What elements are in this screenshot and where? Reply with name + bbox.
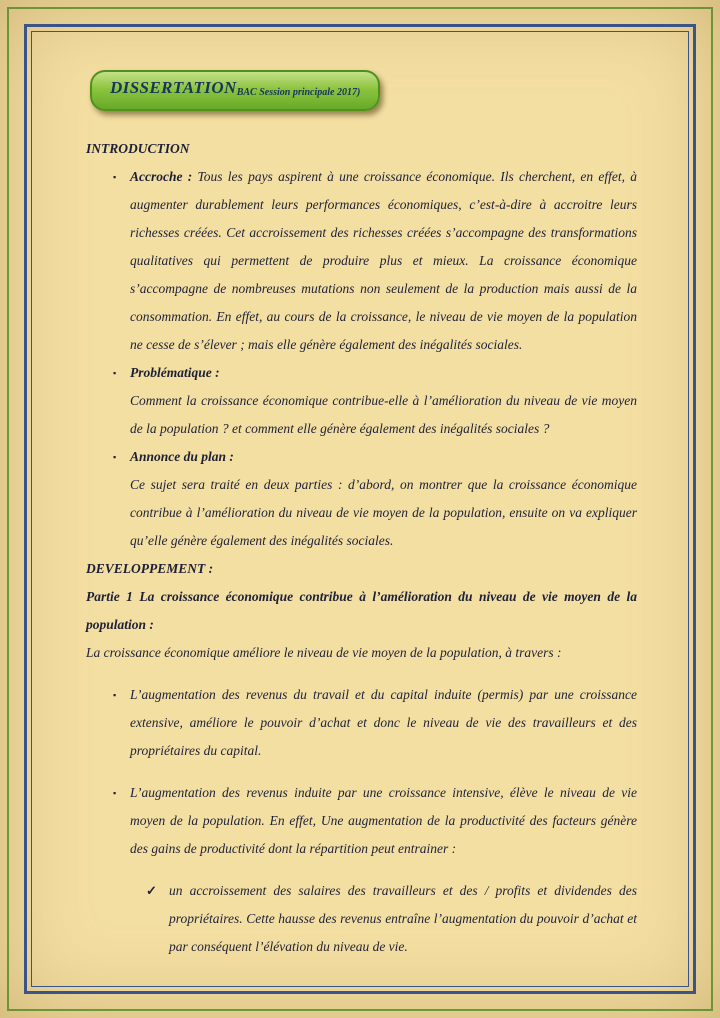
document-title: DISSERTATION — [110, 78, 237, 97]
intro-heading: INTRODUCTION — [86, 141, 190, 156]
intro-item-annonce — [86, 443, 637, 471]
intro-item-accroche — [86, 163, 637, 359]
problematique-label: Problématique : — [130, 365, 220, 380]
part1-title: Partie 1 La croissance économique contribue à l’amélioration du niveau de vie moyen de la population : — [86, 589, 637, 632]
accroche-label: Accroche : — [130, 169, 193, 184]
part1-intro: La croissance économique améliore le niveau de vie moyen de la population, à travers : — [86, 645, 562, 660]
bullet-square-icon: ▪ — [113, 690, 117, 700]
accroche-paragraph — [130, 163, 637, 359]
bullet-square-icon: ▪ — [113, 452, 117, 462]
check-item-1-text: un accroissement des salaires des travailleurs et des / profits et dividendes des propriétaires. Cette hausse des revenus entraîne l’augmentation du pouvoir d’achat et par conséquent l’élévation du niveau de vie. — [169, 883, 637, 954]
dev-bullet-2-text: L’augmentation des revenus induite par une croissance intensive, élève le niveau de vie moyen de la population. En effet, Une augmentation de la productivité des facteurs génère des gains de productivité dont la répartition peut entrainer : — [130, 785, 637, 856]
check-item-1 — [86, 877, 637, 961]
accroche-text: Tous les pays aspirent à une croissance économique. Ils cherchent, en effet, à augmenter durablement leurs performances économiques, c’est-à-dire à accroitre leurs richesses créées. Cet accroissement des richesses créées s’accompagne des transformations qualitatives qui permettent de produire plus et mieux. La croissance économique s’accompagne de nombreuses mutations non seulement de la production mais aussi de la consommation. En effet, au cours de la croissance, le niveau de vie moyen de la population ne cesse de s’élever ; mais elle génère également des inégalités sociales. — [130, 169, 637, 352]
annonce-label: Annonce du plan : — [130, 449, 234, 464]
document-subtitle: BAC Session principale 2017) — [236, 87, 361, 98]
intro-item-problematique — [86, 359, 637, 387]
title-banner — [90, 70, 380, 111]
check-icon: ✓ — [146, 883, 157, 898]
bullet-square-icon: ▪ — [113, 368, 117, 378]
dev-bullet-1-text: L’augmentation des revenus du travail et du capital induite (permis) par une croissance extensive, améliore le pouvoir d’achat et donc le niveau de vie des travailleurs et des propriétaires du capital. — [130, 687, 637, 758]
bullet-square-icon: ▪ — [113, 172, 117, 182]
development-heading: DEVELOPPEMENT : — [86, 561, 214, 576]
dev-bullet-2 — [86, 779, 637, 863]
bullet-square-icon: ▪ — [113, 788, 117, 798]
problematique-text: Comment la croissance économique contribue-elle à l’amélioration du niveau de vie moyen de la population ? et comment elle génère également des inégalités sociales ? — [130, 393, 637, 436]
dev-bullet-1 — [86, 681, 637, 765]
annonce-text: Ce sujet sera traité en deux parties : d’abord, on montrer que la croissance économique contribue à l’amélioration du niveau de vie moyen de la population, ensuite on va expliquer qu’elle génère également des inégalités sociales. — [130, 477, 637, 548]
